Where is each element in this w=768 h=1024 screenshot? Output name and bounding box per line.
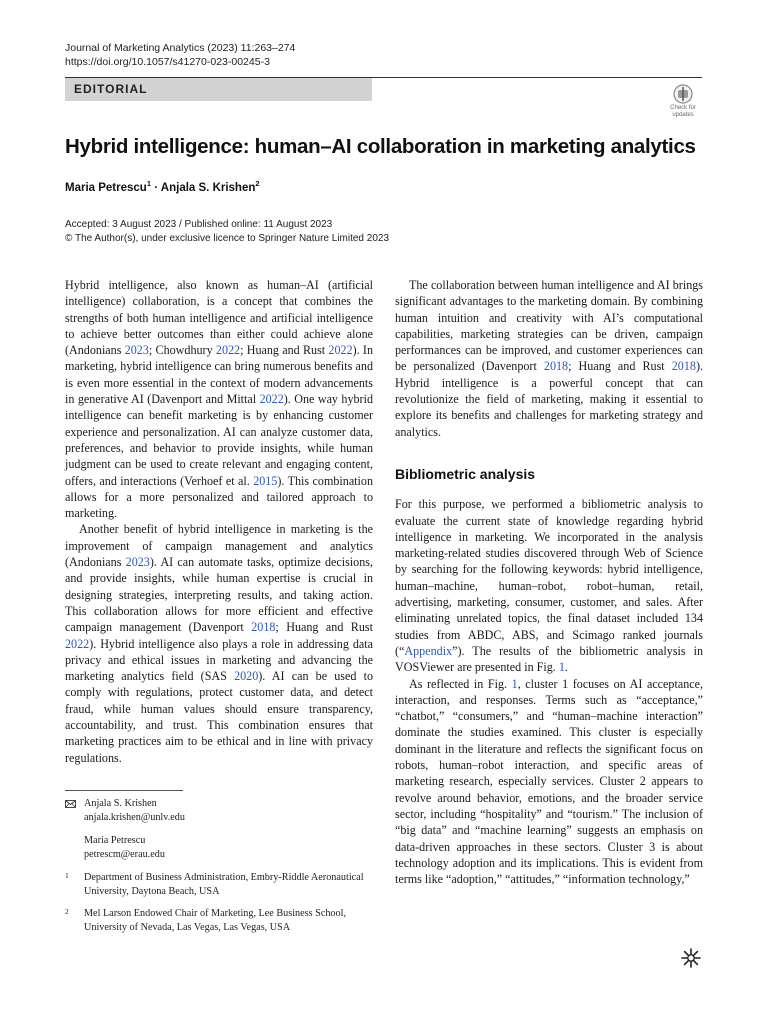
author-name[interactable]: Maria Petrescu [65, 181, 147, 194]
paragraph [395, 676, 703, 888]
contact-email[interactable]: anjala.krishen@unlv.edu [84, 811, 185, 823]
publication-dates: Accepted: 3 August 2023 / Published online: 11 August 2023 [65, 219, 333, 230]
section-label: EDITORIAL [74, 82, 148, 96]
paragraph [395, 496, 703, 675]
text-run: , cluster 1 focuses on AI acceptance, interaction, and responses. Terms such as “acceptance,” “chatbot,” “consumers,” and “human–machine interaction” dominate the studies examined. This cluster is especially dominant in the literature and reflects the significant focus on robots, human–robot interaction, and specific areas of marketing research, especially services. Cluster 2 appears to revolve around behavior, emotions, and the broader service sector, including “hospitality” and “tourism.” The inclusion of “big data” and “machine learning” suggests an emphasis on data-driven approaches in these sectors. Cluster 3 is about technology adoption and its implications. This is evident from terms like “adoption,” “attitudes,” “information technology,” [395, 676, 703, 887]
section-heading: Bibliometric analysis [395, 465, 536, 482]
text-run: ; Huang and Rust [240, 343, 329, 358]
copyright-notice: © The Author(s), under exclusive licence to Springer Nature Limited 2023 [65, 233, 390, 244]
crossmark-text-1: Check for [670, 105, 696, 111]
crossmark-icon [673, 84, 693, 104]
contact-entry [65, 797, 365, 824]
article-dates [65, 218, 389, 246]
affiliation-number: 2 [65, 907, 69, 916]
citation-link[interactable]: 2018 [671, 359, 696, 374]
text-run: ; Huang and Rust [275, 620, 373, 635]
contact-entry [65, 834, 365, 861]
author-separator: · [151, 181, 161, 194]
citation-link[interactable]: 2022 [328, 343, 353, 358]
text-run: ). Hybrid intelligence also plays a role in addressing data privacy and ethical issues in marketing and advancing the marketing analytics field (SAS [65, 636, 373, 684]
paragraph [65, 277, 373, 521]
contact-name: Anjala S. Krishen [84, 798, 157, 809]
text-run: ; Huang and Rust [568, 359, 672, 374]
appendix-link[interactable]: Appendix [404, 643, 453, 658]
figure-link[interactable]: 1 [558, 660, 565, 675]
article-title: Hybrid intelligence: human–AI collaboration in marketing analytics [65, 135, 696, 158]
text-run: The collaboration between human intelligence and AI brings significant advantages to the marketing domain. By combining human intuition and creativity with AI’s computational capabilities, marketing strategies can be driven, campaign performances can be improved, and customer experiences can be personalized (Davenport [395, 278, 703, 374]
author-name[interactable]: Anjala S. Krishen [160, 181, 256, 194]
text-run: As reflected in Fig. [409, 676, 512, 691]
paragraph [395, 277, 703, 440]
affiliation-text: Mel Larson Endowed Chair of Marketing, Lee Business School, University of Nevada, Las Vegas, Las Vegas, USA [84, 908, 346, 933]
springer-horse-icon [680, 947, 702, 969]
citation-link[interactable]: 2022 [259, 392, 284, 407]
citation-link[interactable]: 2023 [124, 343, 149, 358]
text-run: . [564, 660, 568, 675]
contact-email[interactable]: petrescm@erau.edu [84, 848, 165, 860]
author-list [65, 179, 260, 194]
correspondence-block [65, 797, 365, 943]
citation-link[interactable]: 2022 [65, 636, 90, 651]
footnote-rule [65, 790, 183, 791]
figure-link[interactable]: 1 [511, 676, 518, 691]
text-run: ). One way hybrid intelligence can benefit marketing is by enhancing customer experience and personalization. AI can analyze customer data, preferences, and behavior to provide insights, while human judgment can be used to create relevant and engaging content, offers, and interactions (Verhoef et al. [65, 392, 373, 488]
text-run: ). This combination allows for a more personalized and tailored approach to marketing. [65, 473, 374, 521]
affiliation-text: Department of Business Administration, Embry-Riddle Aeronautical University, Daytona Beach, USA [84, 872, 364, 897]
citation-link[interactable]: 2023 [125, 555, 150, 570]
text-run: For this purpose, we performed a bibliometric analysis to evaluate the current state of knowledge regarding hybrid intelligence in marketing. We incorporated in the analysis marketing-related studies discovered through Web of Science by searching for the following keywords: hybrid intelligence, human–machine, human–robot, robot–human, retail, advertising, marketing, consumer, customer, and sales. After eliminating unrelated topics, the final dataset included 134 studies from ABDC, ABS, and Scimago ranked journals (“ [395, 497, 703, 658]
text-run: ). AI can be used to comply with regulations, protect customer data, and detect fraud, while human values should ensure transparency, accountability, and trust. This combination ensures that marketing practices aim to be ethical and in line with privacy regulations. [65, 669, 373, 765]
author-affil-marker: 2 [255, 179, 260, 188]
text-run: ). In marketing, hybrid intelligence can bring numerous benefits and is even more essential in the context of modern advancements in generative AI (Davenport and Mittal [65, 343, 374, 407]
affiliation [65, 907, 365, 934]
section-label-bar [65, 78, 372, 101]
citation-link[interactable]: 2015 [253, 473, 278, 488]
citation-link[interactable]: 2018 [251, 620, 276, 635]
affiliation-number: 1 [65, 871, 69, 880]
contact-name: Maria Petrescu [84, 835, 146, 846]
crossmark-badge[interactable] [664, 84, 702, 122]
text-run: Another benefit of hybrid intelligence in marketing is the improvement of campaign management and analytics (Andonians [65, 522, 373, 570]
citation-link[interactable]: 2018 [543, 359, 569, 374]
crossmark-text-2: updates [672, 112, 694, 118]
paragraph [65, 521, 373, 765]
body-column-left [65, 277, 373, 766]
citation-link[interactable]: 2022 [215, 343, 241, 358]
journal-citation: Journal of Marketing Analytics (2023) 11:263–274 [65, 42, 296, 54]
envelope-icon [65, 800, 76, 808]
text-run: ”). The results of the bibliometric analysis in VOSViewer are presented in Fig. [395, 643, 703, 675]
text-run: ). AI can automate tasks, optimize decisions, and provide insights, while human expertise is crucial in designing strategies, interpreting results, and taking action. This collaboration allows for more efficient and effective campaign management (Davenport [65, 555, 374, 635]
affiliation [65, 871, 365, 898]
text-run: ). Hybrid intelligence is a powerful concept that can revolutionize the field of marketing, making it essential to explore its benefits and challenges for marketing strategy and analytics. [395, 359, 703, 439]
text-run: ; Chowdhury [148, 343, 216, 358]
body-column-right [395, 277, 703, 887]
citation-link[interactable]: 2020 [234, 669, 259, 684]
doi-link[interactable]: https://doi.org/10.1057/s41270-023-00245-3 [65, 56, 270, 68]
author-affil-marker: 1 [146, 179, 151, 188]
text-run: Hybrid intelligence, also known as human–AI (artificial intelligence) collaboration, is a concept that combines the strengths of both human intelligence and artificial intelligence to achieve better outcomes than either could achieve alone (Andonians [65, 278, 373, 358]
